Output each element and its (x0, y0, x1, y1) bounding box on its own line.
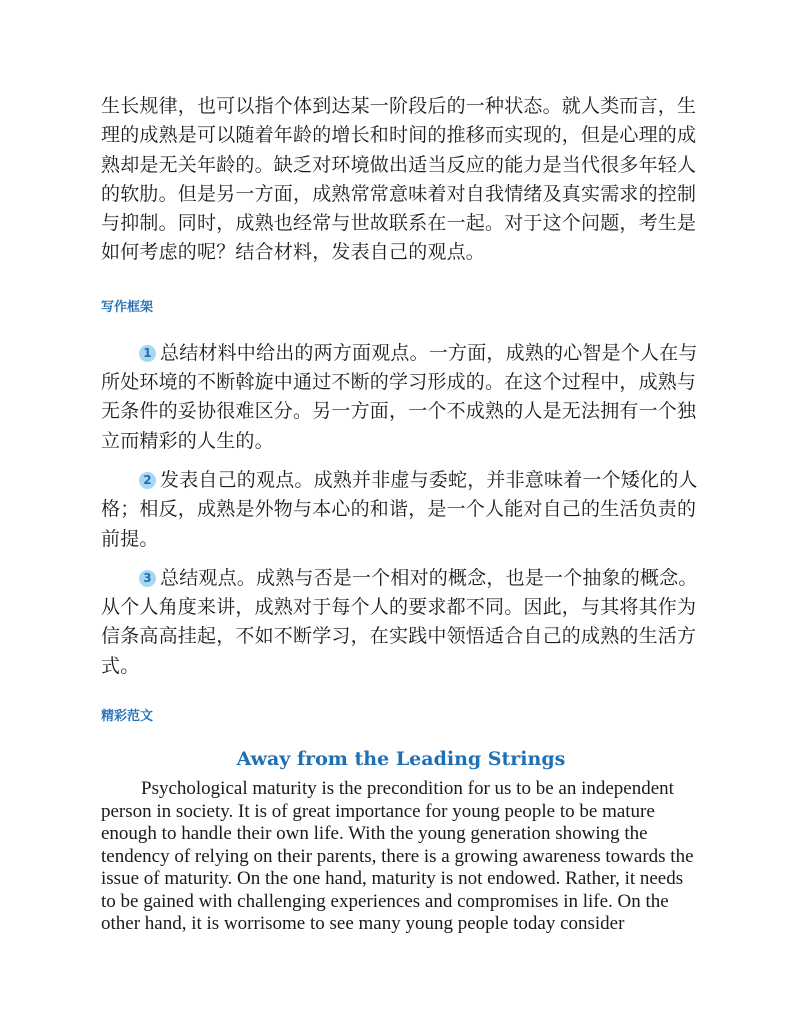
sample-heading: 精彩范文 (101, 709, 154, 725)
framework-point-text: 总结材料中给出的两方面观点。一方面，成熟的心智是个人在与所处环境的不断斡旋中通过不断的学习形成的。在这个过程中，成熟与无条件的妥协很难区分。另一方面，一个不成熟的人是无法拥有一个独立而精彩的人生的。 (101, 341, 698, 452)
framework-points (101, 339, 701, 681)
number-badge-icon: 1 (139, 345, 156, 362)
framework-heading: 写作框架 (101, 299, 154, 315)
essay-title: Away from the Leading Strings (236, 748, 566, 771)
number-badge-icon: 2 (139, 472, 156, 489)
framework-point-3 (101, 564, 701, 681)
document-page (101, 92, 701, 936)
framework-point-2 (101, 466, 701, 554)
essay-paragraph: Psychological maturity is the precondition for us to be an independent person in society. It is of great importance for young people to be mature enough to handle their own life. With the young generation showing the tendency of relying on their parents, there is a growing awareness towards the issue of maturity. On the one hand, maturity is not endowed. Rather, it needs to be gained with challenging experiences and compromises in life. On the other hand, it is worrisome to see many young people today consider (101, 778, 694, 935)
framework-point-1 (101, 339, 701, 456)
intro-paragraph: 生长规律，也可以指个体到达某一阶段后的一种状态。就人类而言，生理的成熟是可以随着年龄的增长和时间的推移而实现的，但是心理的成熟却是无关年龄的。缺乏对环境做出适当反应的能力是当代很多年轻人的软肋。但是另一方面，成熟常常意味着对自我情绪及真实需求的控制与抑制。同时，成熟也经常与世故联系在一起。对于这个问题，考生是如何考虑的呢？结合材料，发表自己的观点。 (101, 95, 697, 264)
number-badge-icon: 3 (139, 570, 156, 587)
framework-point-text: 发表自己的观点。成熟并非虚与委蛇，并非意味着一个矮化的人格；相反，成熟是外物与本心的和谐，是一个人能对自己的生活负责的前提。 (101, 468, 698, 550)
framework-point-text: 总结观点。成熟与否是一个相对的概念，也是一个抽象的概念。从个人角度来讲，成熟对于每个人的要求都不同。因此，与其将其作为信条高高挂起，不如不断学习，在实践中领悟适合自己的成熟的生活方式。 (101, 566, 698, 677)
